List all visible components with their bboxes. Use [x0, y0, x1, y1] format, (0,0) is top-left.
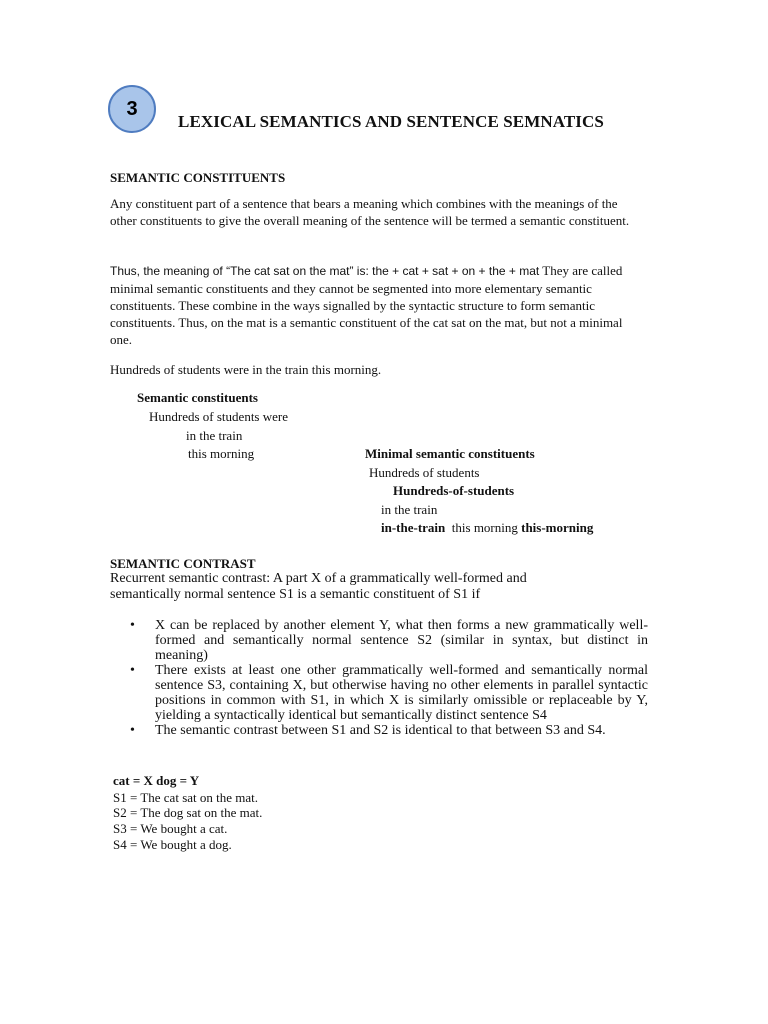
- paragraph-example: The cat sat on the mat” is: the + cat + sat + on + the + mat: [230, 264, 540, 278]
- minimal-constituents-heading: Minimal semantic constituents: [365, 446, 535, 461]
- contrast-intro-line: Recurrent semantic contrast: A part X of a grammatically well-formed and: [110, 571, 527, 586]
- example-line: S1 = The cat sat on the mat.: [113, 790, 259, 805]
- constituents-heading: Semantic constituents: [137, 390, 258, 405]
- section-heading-semantic-contrast: SEMANTIC CONTRAST: [110, 556, 256, 571]
- paragraph-rest: They are called minimal semantic constituents and they cannot be segmented into more elementary semantic constituents. These combine in the ways signalled by the syntactic structure to form semantic constituents. Thus, on the mat is a semantic constituent of the cat sat on the mat, but not a minimal one.: [110, 263, 623, 347]
- contrast-intro-line: semantically normal sentence S1 is a semantic constituent of S1 if: [110, 587, 481, 602]
- equation: cat = X dog = Y: [113, 773, 200, 788]
- bullet-icon: •: [130, 663, 135, 678]
- minimal-joined-train: in-the-train: [381, 520, 446, 535]
- example-line: S2 = The dog sat on the mat.: [113, 805, 263, 820]
- minimal-line-joined-row: [381, 520, 593, 536]
- minimal-line-joined: Hundreds-of-students: [393, 483, 515, 498]
- minimal-plain-morning: this morning: [445, 520, 522, 535]
- example-sentence: Hundreds of students were in the train this morning.: [110, 362, 382, 377]
- minimal-line: in the train: [381, 502, 438, 517]
- contrast-conditions-list: [130, 618, 648, 738]
- paragraph-definition: Any constituent part of a sentence that bears a meaning which combines with the meanings of the other constituents to give the overall meaning of the sentence will be termed a semantic constituent.: [110, 196, 630, 228]
- paragraph-minimal-constituents: [110, 262, 630, 348]
- section-heading-semantic-constituents: SEMANTIC CONSTITUENTS: [110, 170, 286, 185]
- chapter-title: LEXICAL SEMANTICS AND SENTENCE SEMNATICS: [178, 112, 604, 131]
- constituent-item: Hundreds of students were: [149, 409, 288, 424]
- constituent-item: this morning: [188, 446, 255, 461]
- minimal-joined-morning: this-morning: [521, 520, 594, 535]
- chapter-number: 3: [126, 97, 138, 120]
- paragraph-prefix: Thus, the meaning of “: [110, 264, 231, 278]
- bullet-icon: •: [130, 618, 135, 633]
- list-item: [130, 723, 648, 738]
- bullet-icon: •: [130, 723, 135, 738]
- list-item-text: The semantic contrast between S1 and S2 is identical to that between S3 and S4.: [155, 723, 606, 738]
- list-item-text: There exists at least one other grammatically well-formed and semantically normal sentence S3, containing X, but otherwise having no other elements in parallel syntactic positions in common with S1, in which X is similarly omissible or replaceable by Y, yielding a syntactically identical but semantically distinct sentence S4: [155, 663, 648, 723]
- minimal-line: Hundreds of students: [369, 465, 480, 480]
- constituent-item: in the train: [186, 428, 243, 443]
- example-line: S3 = We bought a cat.: [113, 821, 228, 836]
- list-item: [130, 618, 648, 663]
- chapter-number-badge: [108, 85, 156, 133]
- list-item-text: X can be replaced by another element Y, what then forms a new grammatically well-formed and semantically normal sentence S2 (similar in syntax, but distinct in meaning): [155, 618, 648, 663]
- example-line: S4 = We bought a dog.: [113, 837, 232, 852]
- list-item: [130, 663, 648, 723]
